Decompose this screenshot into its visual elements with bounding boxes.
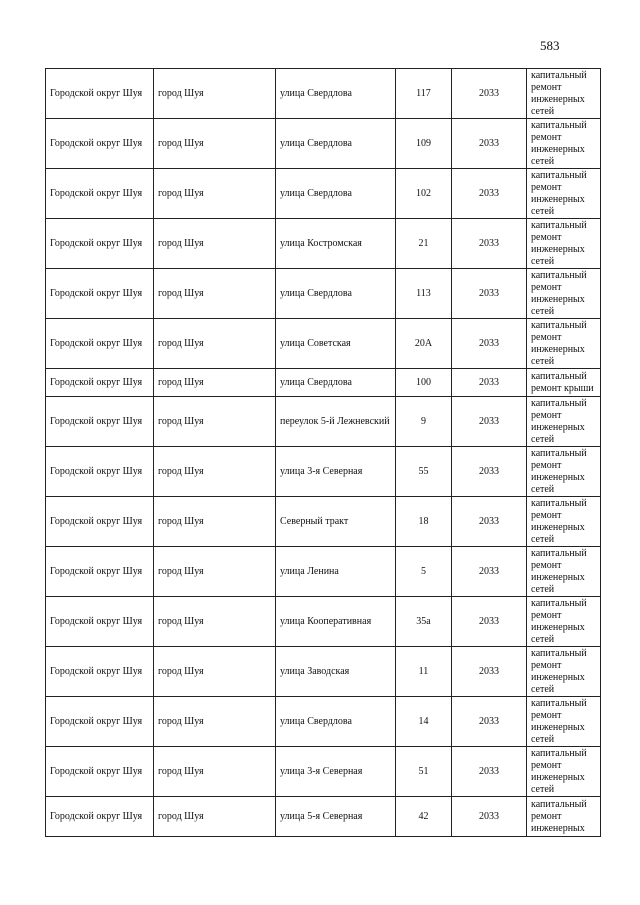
table-row bbox=[46, 269, 601, 319]
cell-year: 2033 bbox=[452, 697, 527, 747]
cell-okrug: Городской округ Шуя bbox=[46, 369, 154, 397]
table-row bbox=[46, 397, 601, 447]
cell-house-number: 117 bbox=[396, 69, 452, 119]
cell-okrug: Городской округ Шуя bbox=[46, 647, 154, 697]
cell-work-type: капитальный ремонт инженерных сетей bbox=[527, 269, 601, 319]
cell-house-number: 21 bbox=[396, 219, 452, 269]
page-number: 583 bbox=[540, 38, 560, 53]
cell-house-number: 51 bbox=[396, 747, 452, 797]
cell-city: город Шуя bbox=[154, 797, 276, 837]
table-row bbox=[46, 219, 601, 269]
cell-city: город Шуя bbox=[154, 747, 276, 797]
cell-street: улица Свердлова bbox=[276, 119, 396, 169]
cell-work-type: капитальный ремонт инженерных сетей bbox=[527, 747, 601, 797]
cell-work-type: капитальный ремонт инженерных сетей bbox=[527, 447, 601, 497]
cell-work-type: капитальный ремонт инженерных сетей bbox=[527, 219, 601, 269]
cell-okrug: Городской округ Шуя bbox=[46, 697, 154, 747]
table-row bbox=[46, 447, 601, 497]
cell-house-number: 109 bbox=[396, 119, 452, 169]
cell-house-number: 9 bbox=[396, 397, 452, 447]
cell-street: улица 3-я Северная bbox=[276, 447, 396, 497]
cell-okrug: Городской округ Шуя bbox=[46, 797, 154, 837]
cell-okrug: Городской округ Шуя bbox=[46, 547, 154, 597]
cell-city: город Шуя bbox=[154, 119, 276, 169]
cell-work-type: капитальный ремонт крыши bbox=[527, 369, 601, 397]
cell-city: город Шуя bbox=[154, 69, 276, 119]
cell-okrug: Городской округ Шуя bbox=[46, 69, 154, 119]
cell-city: город Шуя bbox=[154, 447, 276, 497]
cell-street: улица Свердлова bbox=[276, 369, 396, 397]
table-row bbox=[46, 747, 601, 797]
cell-house-number: 102 bbox=[396, 169, 452, 219]
cell-street: улица Заводская bbox=[276, 647, 396, 697]
cell-year: 2033 bbox=[452, 69, 527, 119]
cell-year: 2033 bbox=[452, 747, 527, 797]
cell-house-number: 113 bbox=[396, 269, 452, 319]
cell-city: город Шуя bbox=[154, 547, 276, 597]
cell-street: улица Ленина bbox=[276, 547, 396, 597]
cell-city: город Шуя bbox=[154, 219, 276, 269]
cell-work-type: капитальный ремонт инженерных сетей bbox=[527, 69, 601, 119]
table-body bbox=[46, 69, 601, 837]
cell-okrug: Городской округ Шуя bbox=[46, 169, 154, 219]
cell-street: улица Советская bbox=[276, 319, 396, 369]
housing-repair-table bbox=[45, 68, 601, 837]
cell-okrug: Городской округ Шуя bbox=[46, 597, 154, 647]
table-row bbox=[46, 369, 601, 397]
cell-work-type: капитальный ремонт инженерных сетей bbox=[527, 119, 601, 169]
cell-house-number: 100 bbox=[396, 369, 452, 397]
cell-work-type: капитальный ремонт инженерных сетей bbox=[527, 647, 601, 697]
cell-year: 2033 bbox=[452, 219, 527, 269]
cell-house-number: 14 bbox=[396, 697, 452, 747]
cell-street: улица Кооперативная bbox=[276, 597, 396, 647]
cell-house-number: 20А bbox=[396, 319, 452, 369]
cell-year: 2033 bbox=[452, 397, 527, 447]
cell-year: 2033 bbox=[452, 119, 527, 169]
cell-okrug: Городской округ Шуя bbox=[46, 447, 154, 497]
cell-street: улица Костромская bbox=[276, 219, 396, 269]
cell-city: город Шуя bbox=[154, 497, 276, 547]
cell-okrug: Городской округ Шуя bbox=[46, 219, 154, 269]
cell-year: 2033 bbox=[452, 597, 527, 647]
cell-year: 2033 bbox=[452, 169, 527, 219]
cell-year: 2033 bbox=[452, 447, 527, 497]
cell-house-number: 35а bbox=[396, 597, 452, 647]
table-row bbox=[46, 69, 601, 119]
cell-street: улица 3-я Северная bbox=[276, 747, 396, 797]
cell-city: город Шуя bbox=[154, 397, 276, 447]
table-row bbox=[46, 697, 601, 747]
cell-work-type: капитальный ремонт инженерных сетей bbox=[527, 547, 601, 597]
cell-city: город Шуя bbox=[154, 369, 276, 397]
table-row bbox=[46, 647, 601, 697]
cell-house-number: 18 bbox=[396, 497, 452, 547]
cell-okrug: Городской округ Шуя bbox=[46, 497, 154, 547]
table-row bbox=[46, 319, 601, 369]
cell-okrug: Городской округ Шуя bbox=[46, 269, 154, 319]
cell-street: улица Свердлова bbox=[276, 69, 396, 119]
cell-house-number: 55 bbox=[396, 447, 452, 497]
cell-work-type: капитальный ремонт инженерных сетей bbox=[527, 697, 601, 747]
cell-year: 2033 bbox=[452, 497, 527, 547]
table-row bbox=[46, 169, 601, 219]
table-row bbox=[46, 497, 601, 547]
cell-house-number: 42 bbox=[396, 797, 452, 837]
cell-okrug: Городской округ Шуя bbox=[46, 747, 154, 797]
table-row bbox=[46, 547, 601, 597]
cell-okrug: Городской округ Шуя bbox=[46, 397, 154, 447]
cell-house-number: 11 bbox=[396, 647, 452, 697]
cell-city: город Шуя bbox=[154, 647, 276, 697]
table-row bbox=[46, 119, 601, 169]
cell-year: 2033 bbox=[452, 547, 527, 597]
cell-city: город Шуя bbox=[154, 269, 276, 319]
cell-city: город Шуя bbox=[154, 697, 276, 747]
cell-work-type: капитальный ремонт инженерных bbox=[527, 797, 601, 837]
cell-work-type: капитальный ремонт инженерных сетей bbox=[527, 597, 601, 647]
cell-city: город Шуя bbox=[154, 597, 276, 647]
cell-street: улица 5-я Северная bbox=[276, 797, 396, 837]
cell-year: 2033 bbox=[452, 319, 527, 369]
cell-year: 2033 bbox=[452, 797, 527, 837]
cell-year: 2033 bbox=[452, 647, 527, 697]
cell-city: город Шуя bbox=[154, 169, 276, 219]
table-row bbox=[46, 597, 601, 647]
cell-okrug: Городской округ Шуя bbox=[46, 119, 154, 169]
cell-work-type: капитальный ремонт инженерных сетей bbox=[527, 497, 601, 547]
cell-work-type: капитальный ремонт инженерных сетей bbox=[527, 319, 601, 369]
cell-work-type: капитальный ремонт инженерных сетей bbox=[527, 397, 601, 447]
cell-year: 2033 bbox=[452, 269, 527, 319]
cell-street: переулок 5-й Лежневский bbox=[276, 397, 396, 447]
table-row bbox=[46, 797, 601, 837]
cell-house-number: 5 bbox=[396, 547, 452, 597]
cell-year: 2033 bbox=[452, 369, 527, 397]
cell-street: улица Свердлова bbox=[276, 269, 396, 319]
cell-city: город Шуя bbox=[154, 319, 276, 369]
cell-okrug: Городской округ Шуя bbox=[46, 319, 154, 369]
cell-street: улица Свердлова bbox=[276, 169, 396, 219]
cell-street: Северный тракт bbox=[276, 497, 396, 547]
cell-work-type: капитальный ремонт инженерных сетей bbox=[527, 169, 601, 219]
cell-street: улица Свердлова bbox=[276, 697, 396, 747]
